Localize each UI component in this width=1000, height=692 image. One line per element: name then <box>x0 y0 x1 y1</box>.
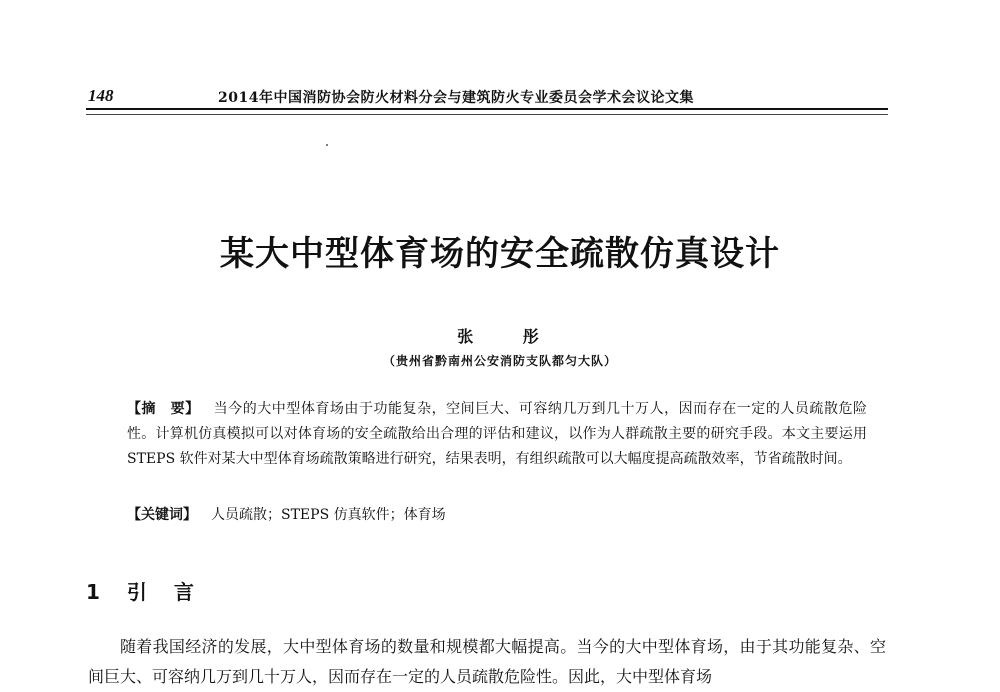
body-paragraph: 随着我国经济的发展，大中型体育场的数量和规模都大幅提高。当今的大中型体育场，由于其功能复杂、空间巨大、可容纳几万到几十万人，因而存在一定的人员疏散危险性。因此，大中型体育场 <box>88 637 886 686</box>
author-affiliation: （贵州省黔南州公安消防支队都匀大队） <box>382 354 617 368</box>
header-rule-thin <box>86 114 888 115</box>
running-header: 2014年中国消防协会防火材料分会与建筑防火专业委员会学术会议论文集 <box>218 90 694 106</box>
keywords-text: 人员疏散；STEPS 仿真软件；体育场 <box>211 507 446 523</box>
keywords-label: 【关键词】 <box>127 507 197 523</box>
section-heading-introduction: 1 引 言 <box>86 580 204 604</box>
paper-title: 某大中型体育场的安全疏散仿真设计 <box>220 234 780 274</box>
scan-speck <box>326 144 328 146</box>
abstract-text: 当今的大中型体育场由于功能复杂，空间巨大、可容纳几万到几十万人，因而存在一定的人员疏散危险性。计算机仿真模拟可以对体育场的安全疏散给出合理的评估和建议，以作为人群疏散主要的研究手段。本文主要运用 STEPS 软件对某大中型体育场疏散策略进行研究，结果表明，有组织疏散可以大幅度提高疏散效率，节省疏散时间。 <box>127 401 868 467</box>
abstract <box>127 397 867 472</box>
header-rule-thick <box>86 108 888 110</box>
keywords <box>127 504 867 524</box>
page-number: 148 <box>88 86 114 105</box>
abstract-label: 【摘 要】 <box>127 401 200 417</box>
author-name: 张 彤 <box>457 327 561 346</box>
